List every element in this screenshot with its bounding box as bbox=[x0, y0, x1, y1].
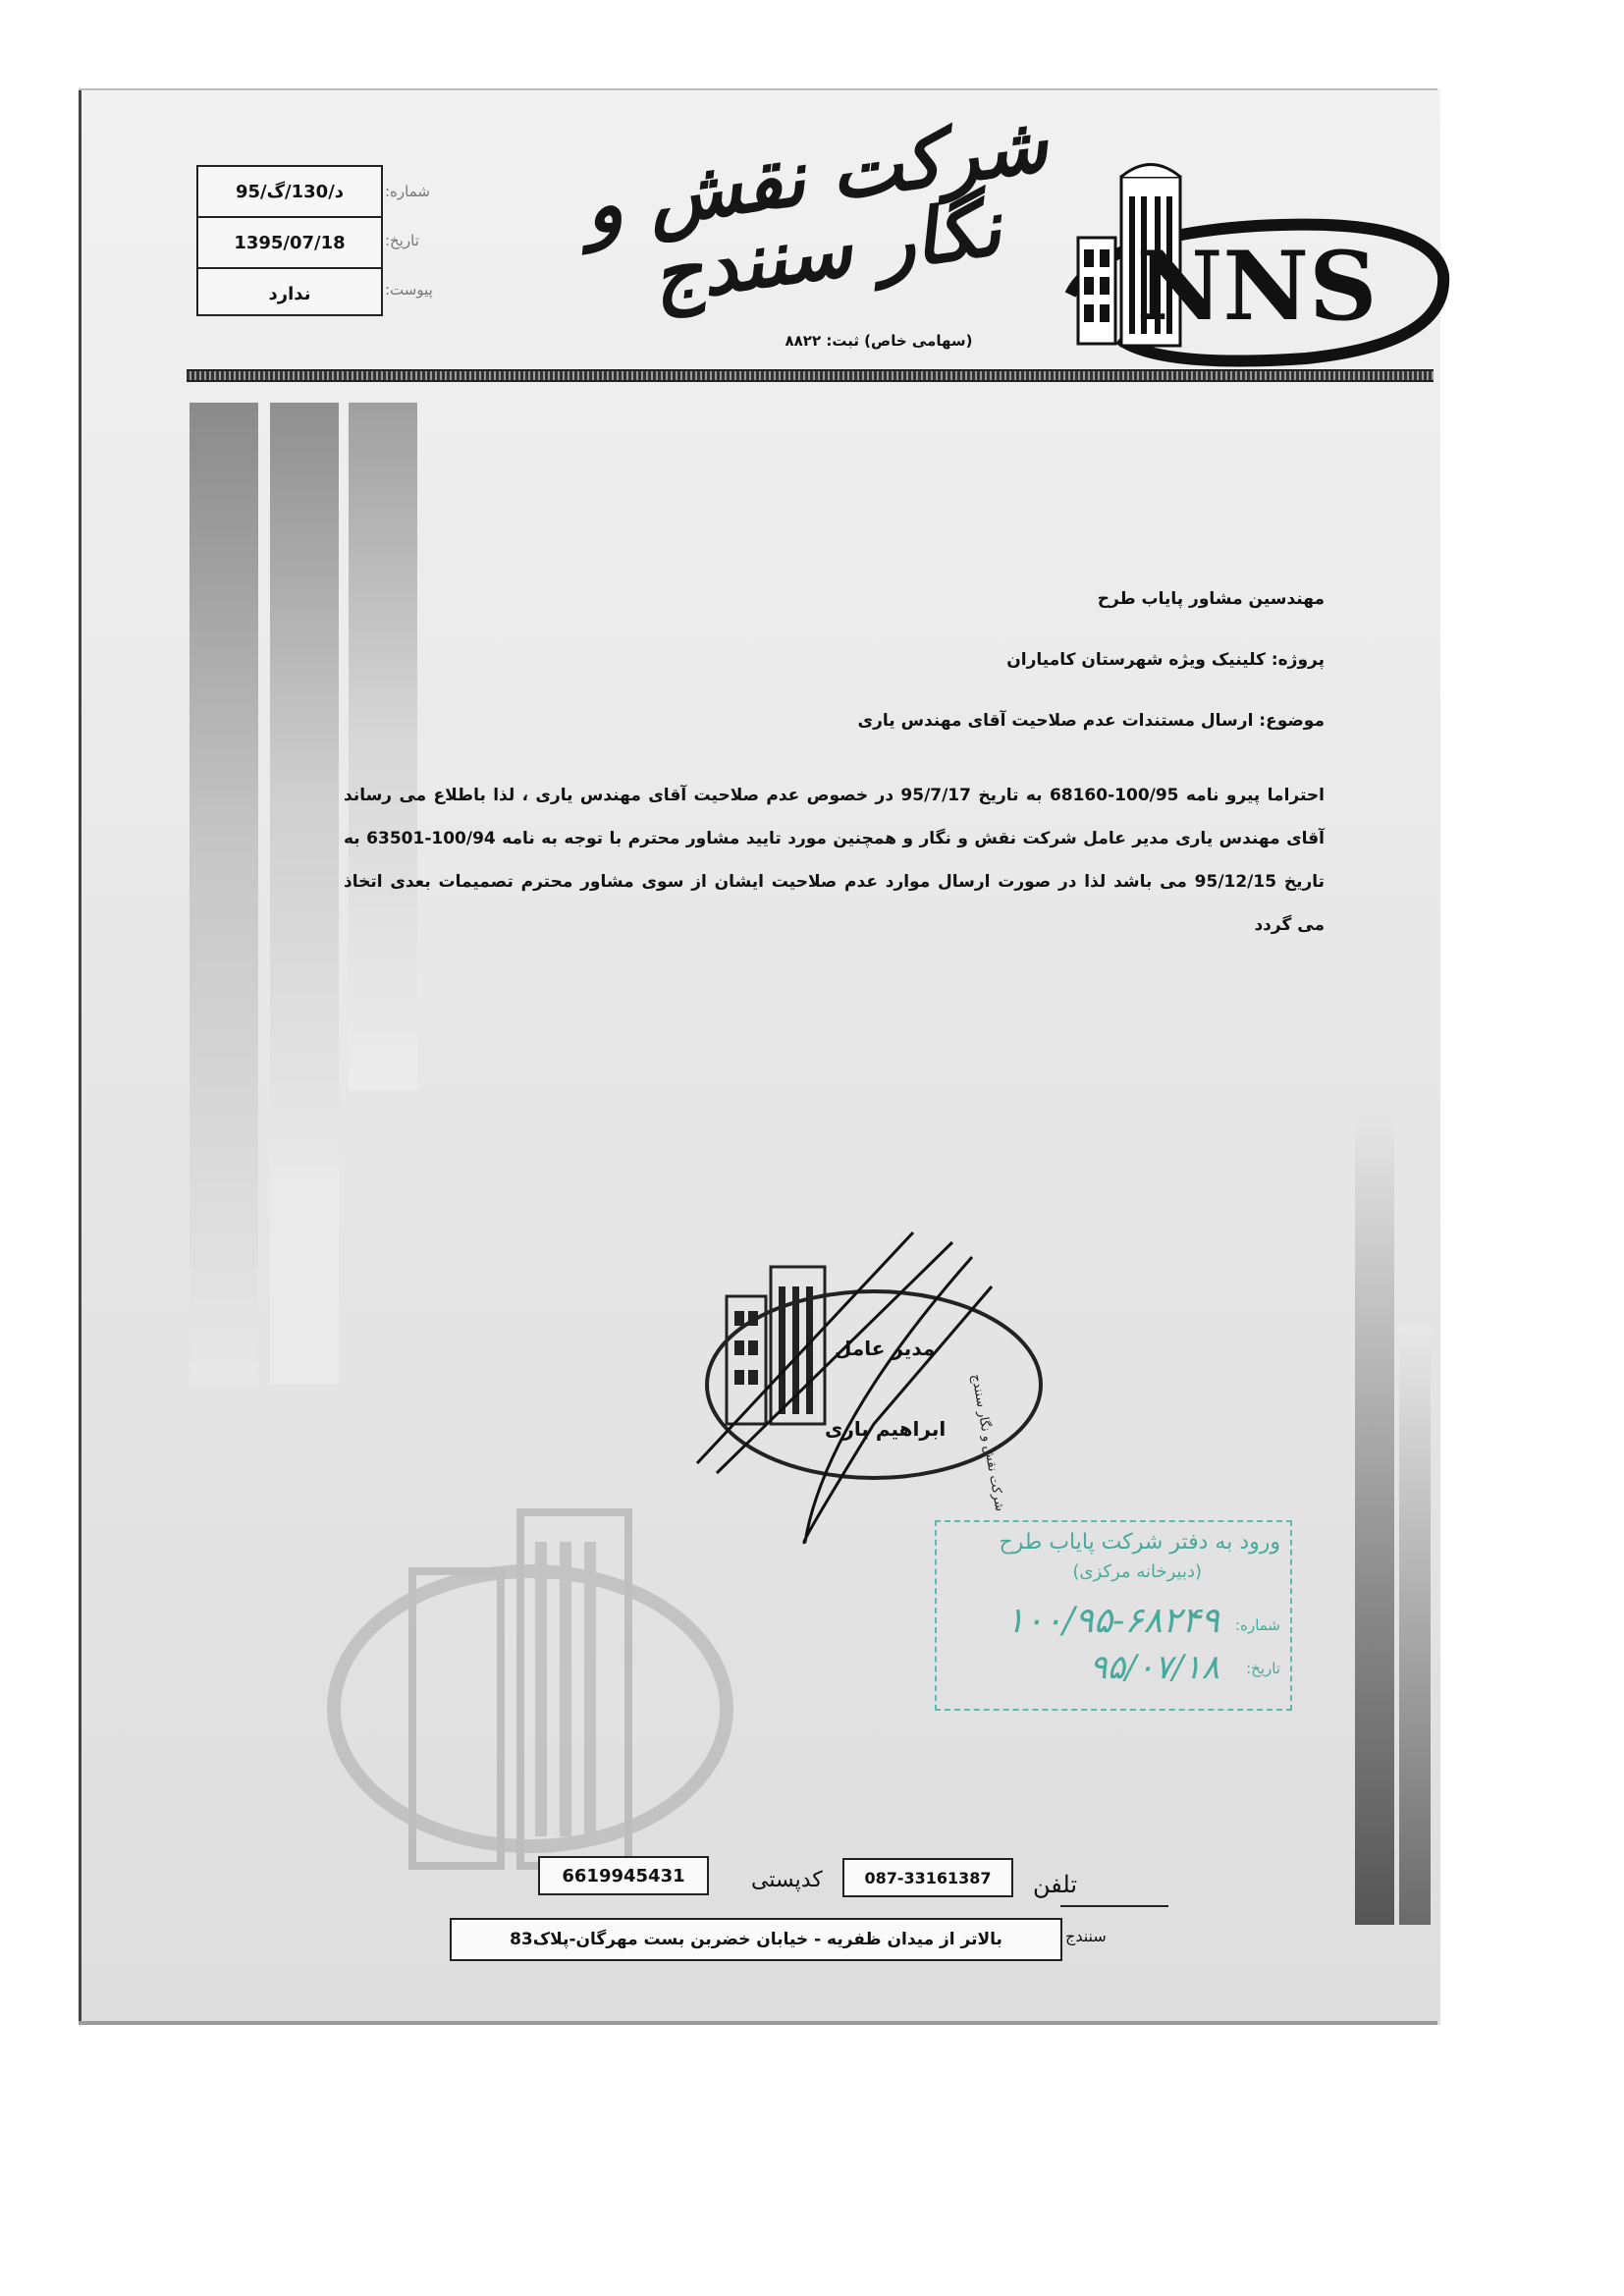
subject-line: موضوع: ارسال مستندات عدم صلاحیت آقای مهندس یاری bbox=[857, 711, 1325, 731]
company-seal-icon bbox=[677, 1228, 1051, 1552]
receipt-stamp-title: ورود به دفتر شرکت پایاب طرح bbox=[999, 1530, 1280, 1555]
receipt-stamp-subtitle: (دبیرخانه مرکزی) bbox=[1072, 1561, 1202, 1582]
footer-divider bbox=[1060, 1905, 1168, 1907]
company-name: شرکت نقش و نگار سنندج bbox=[578, 99, 1054, 321]
letter-attachment: ندارد bbox=[268, 283, 311, 304]
receipt-number-label: شماره: bbox=[1235, 1616, 1280, 1634]
number-label: شماره: bbox=[385, 183, 430, 200]
postal-code-label: کدپستی bbox=[751, 1868, 823, 1892]
letter-number: د/130/گ/95 bbox=[198, 167, 381, 218]
letter-date: 1395/07/18 bbox=[198, 218, 381, 269]
company-registration: (سهامی خاص) ثبت: ۸۸۲۲ bbox=[785, 332, 973, 350]
seal-ring-text: شرکت نقش و نگار سنندج bbox=[968, 1373, 1007, 1513]
seal-title: مدیر عامل bbox=[835, 1337, 936, 1360]
signer-name: ابراهیم یاری bbox=[825, 1417, 947, 1441]
sheet-edge-bottom bbox=[79, 2021, 1437, 2025]
phone-label: تلفن bbox=[1033, 1871, 1078, 1898]
receipt-stamp bbox=[935, 1520, 1292, 1711]
letter-body bbox=[344, 589, 1325, 982]
decorative-bar bbox=[1399, 1326, 1431, 1925]
logo-letters: NNS bbox=[1136, 231, 1378, 342]
body-paragraph: احتراما پیرو نامه 100/95-68160 به تاریخ 95/7/17 در خصوص عدم صلاحیت آقای مهندس یاری ، لذا باطلاع می رساند آقای مهندس یاری مدیر عامل شرکت نقش و نگار و همچنین مورد تایید مشاور محترم با توجه به نامه 100/94-63501 به تاریخ 95/12/15 می باشد لذا در صورت ارسال موارد عدم صلاحیت ایشان از سوی مشاور محترم تصمیمات بعدی اتخاذ می گردد bbox=[344, 786, 1326, 935]
receipt-number: ۱۰۰/۹۵-۶۸۲۴۹ bbox=[1005, 1601, 1219, 1641]
letter-meta-box bbox=[196, 165, 383, 316]
decorative-bar bbox=[1355, 1110, 1394, 1925]
header-divider bbox=[187, 369, 1434, 382]
decorative-bar bbox=[189, 403, 258, 1385]
receipt-date: ۹۵/۰۷/۱۸ bbox=[1089, 1648, 1219, 1687]
project-line: پروژه: کلینیک ویژه شهرستان کامیاران bbox=[1006, 650, 1325, 670]
phone-number: 087-33161387 bbox=[842, 1858, 1013, 1897]
company-logo-icon bbox=[1060, 147, 1453, 373]
receipt-date-label: تاریخ: bbox=[1246, 1660, 1280, 1677]
address: بالاتر از میدان ظفریه - خیابان خضربن بست مهرگان-پلاک83 bbox=[450, 1918, 1062, 1961]
watermark-logo-icon bbox=[324, 1453, 736, 1895]
date-label: تاریخ: bbox=[385, 232, 419, 249]
sheet-edge-top bbox=[79, 88, 1437, 90]
postal-code: 6619945431 bbox=[538, 1856, 709, 1895]
attachment-label: پیوست: bbox=[385, 281, 433, 299]
decorative-bar bbox=[270, 403, 339, 1385]
recipient: مهندسین مشاور پایاب طرح bbox=[1097, 589, 1325, 609]
city-label: سنندج bbox=[1065, 1927, 1107, 1945]
